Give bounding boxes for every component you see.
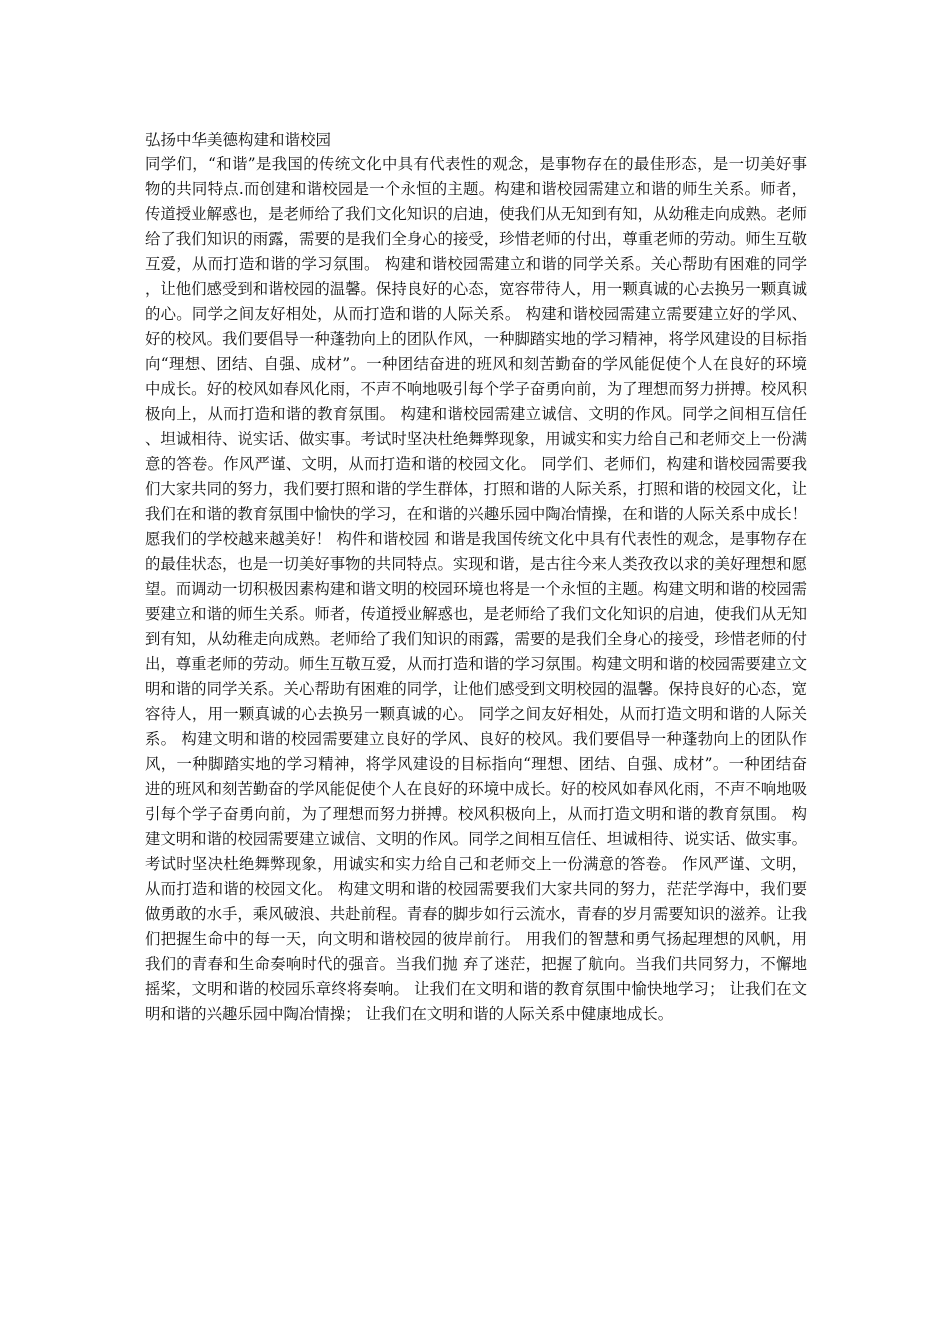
document-title: 弘扬中华美德构建和谐校园 [145, 131, 332, 149]
document-body: 同学们，“和谐”是我国的传统文化中具有代表性的观念，是事物存在的最佳形态，是一切美好事物的共同特点.而创建和谐校园是一个永恒的主题。构建和谐校园需建立和谐的师生关系。师者，传道授业解惑也，是老师给了我们文化知识的启迪，使我们从无知到有知，从幼稚走向成熟。老师给了我们知识的雨露，需要的是我们全身心的接受，珍惜老师的付出，尊重老师的劳动。师生互敬互爱，从而打造和谐的学习氛围。 构建和谐校园需建立和谐的同学关系。关心帮助有困难的同学，让他们感受到和谐校园的温馨。保持良好的心态，宽容带待人，用一颗真诚的心去换另一颗真诚的心。同学之间友好相处，从而打造和谐的人际关系。 构建和谐校园需建立需要建立好的学风、好的校风。我们要倡导一种蓬勃向上的团队作风，一种脚踏实地的学习精神，将学风建设的目标指向“理想、团结、自强、成材”。一种团结奋进的班风和刻苦勤奋的学风能促使个人在良好的环境中成长。好的校风如春风化雨，不声不响地吸引每个学子奋勇向前，为了理想而努力拼搏。校风积极向上，从而打造和谐的教育氛围。 构建和谐校园需建立诚信、文明的作风。同学之间相互信任、坦诚相待、说实话、做实事。考试时坚决杜绝舞弊现象，用诚实和实力给自己和老师交上一份满意的答卷。作风严谨、文明，从而打造和谐的校园文化。 同学们、老师们，构建和谐校园需要我们大家共同的努力，我们要打照和谐的学生群体，打照和谐的人际关系，打照和谐的校园文化，让我们在和谐的教育氛围中愉快的学习，在和谐的兴趣乐园中陶冶情操，在和谐的人际关系中成长！ 愿我们的学校越来越美好！ 构件和谐校园 和谐是我国传统文化中具有代表性的观念，是事物存在的最佳状态，也是一切美好事物的共同特点。实现和谐，是古往今来人类孜孜以求的美好理想和愿望。而调动一切积极因素构建和谐文明的校园环境也将是一个永恒的主题。构建文明和谐的校园需要建立和谐的师生关系。师者，传道授业解惑也，是老师给了我们文化知识的启迪，使我们从无知到有知，从幼稚走向成熟。老师给了我们知识的雨露，需要的是我们全身心的接受，珍惜老师的付出，尊重老师的劳动。师生互敬互爱，从而打造和谐的学习氛围。构建文明和谐的校园需要建立文明和谐的同学关系。关心帮助有困难的同学，让他们感受到文明校园的温馨。保持良好的心态，宽容待人，用一颗真诚的心去换另一颗真诚的心。 同学之间友好相处，从而打造文明和谐的人际关系。 构建文明和谐的校园需要建立良好的学风、良好的校风。我们要倡导一种蓬勃向上的团队作风，一种脚踏实地的学习精神，将学风建设的目标指向“理想、团结、自强、成材”。一种团结奋进的班风和刻苦勤奋的学风能促使个人在良好的环境中成长。好的校风如春风化雨，不声不响地吸引每个学子奋勇向前，为了理想而努力拼搏。校风积极向上，从而打造文明和谐的教育氛围。 构建文明和谐的校园需要建立诚信、文明的作风。同学之间相互信任、坦诚相待、说实话、做实事。考试时坚决杜绝舞弊现象，用诚实和实力给自己和老师交上一份满意的答卷。 作风严谨、文明，从而打造和谐的校园文化。 构建文明和谐的校园需要我们大家共同的努力，茫茫学海中，我们要做勇敢的水手，乘风破浪、共赴前程。青春的脚步如行云流水，青春的岁月需要知识的滋养。让我们把握生命中的每一天，向文明和谐校园的彼岸前行。 用我们的智慧和勇气扬起理想的风帆，用我们的青春和生命奏响时代的强音。当我们抛 弃了迷茫，把握了航向。当我们共同努力，不懈地摇桨，文明和谐的校园乐章终将奏响。 让我们在文明和谐的教育氛围中愉快地学习； 让我们在文明和谐的兴趣乐园中陶冶情操； 让我们在文明和谐的人际关系中健康地成长。 [145, 155, 807, 1023]
